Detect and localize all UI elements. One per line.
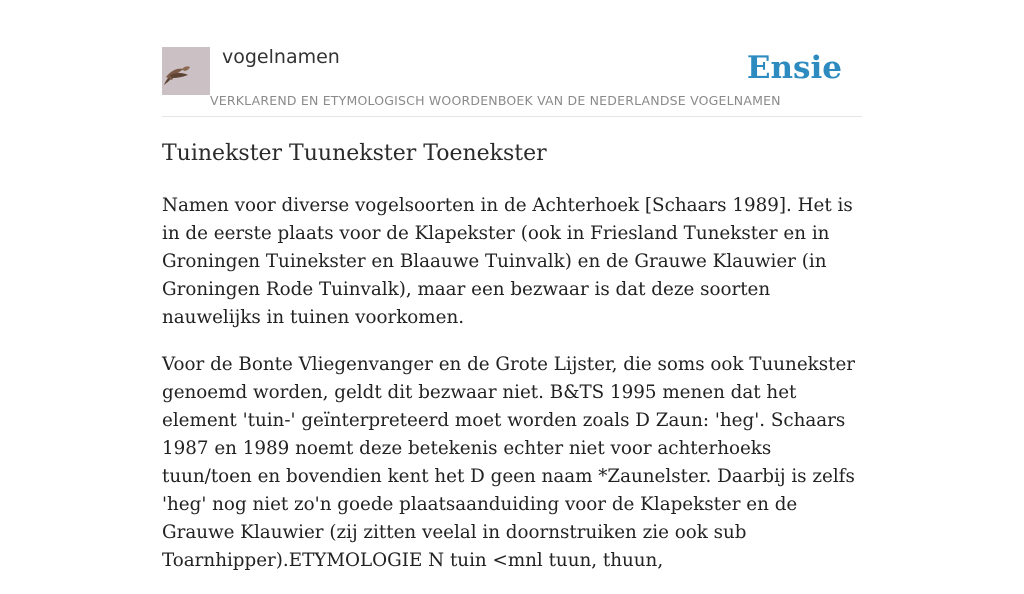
entry-content: [162, 138, 864, 594]
site-header: [162, 0, 862, 117]
site-subtitle: VERKLAREND EN ETYMOLOGISCH WOORDENBOEK VAN DE NEDERLANDSE VOGELNAMEN: [210, 93, 781, 108]
ensie-logo-link[interactable]: Ensie: [746, 50, 842, 86]
site-avatar[interactable]: [162, 47, 210, 95]
entry-paragraph-2: Voor de Bonte Vliegenvanger en de Grote Lijster, die soms ook Tuunekster genoemd worden, geldt dit bezwaar niet. B&TS 1995 menen dat het element 'tuin-' geïnterpreteerd moet worden zoals D Zaun: 'heg'. Schaars 1987 en 1989 noemt deze betekenis echter niet voor achterhoeks tuun/toen en bovendien kent het D geen naam *Zaunelster. Daarbij is zelfs 'heg' nog niet zo'n goede plaatsaanduiding voor de Klapekster en de Grauwe Klauwier (zij zitten veelal in doornstruiken zie ook sub Toarnhipper).ETYMOLOGIE N tuin <mnl tuun, thuun,: [162, 354, 855, 571]
entry-title: Tuinekster Tuunekster Toenekster: [162, 141, 547, 166]
bird-icon: [162, 47, 210, 95]
entry-paragraph-1: Namen voor diverse vogelsoorten in de Achterhoek [Schaars 1989]. Het is in de eerste plaats voor de Klapekster (ook in Friesland Tunekster en in Groningen Tuinekster en Blaauwe Tuinvalk) en de Grauwe Klauwier (in Groningen Rode Tuinvalk), maar een bezwaar is dat deze soorten nauwelijks in tuinen voorkomen.: [162, 195, 853, 328]
site-name-link[interactable]: vogelnamen: [222, 46, 340, 68]
